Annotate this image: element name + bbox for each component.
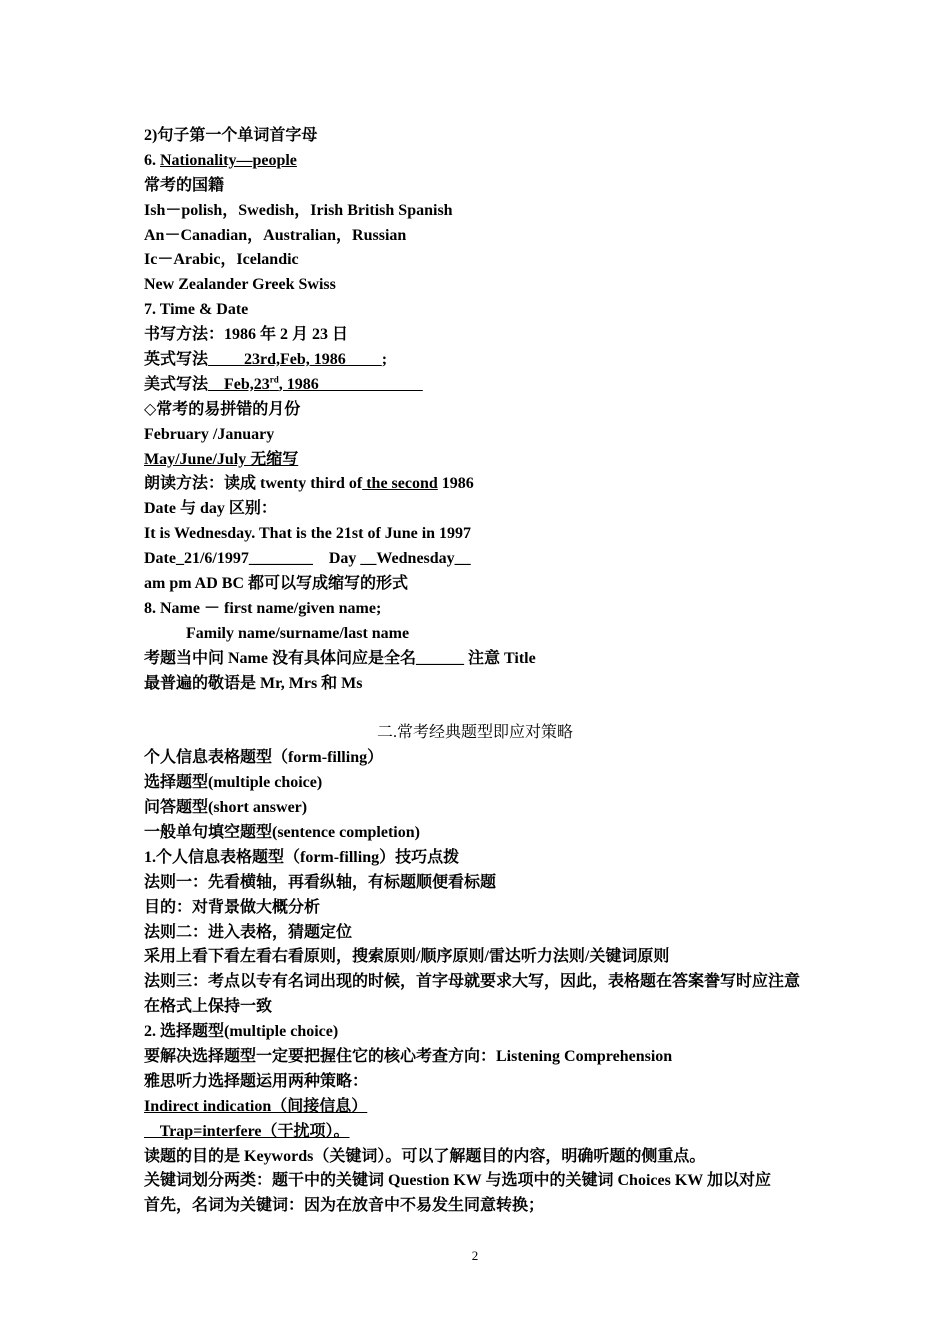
british-date-line — [144, 348, 814, 373]
line-text: Feb,23 — [208, 375, 270, 393]
line-text: ; — [381, 351, 388, 369]
text-line: Ic－Arabic，Icelandic — [144, 251, 299, 269]
text-line: 法则一：先看横轴，再看纵轴，有标题顺便看标题 — [144, 873, 497, 891]
line-text: 美式写法 — [144, 375, 209, 393]
text-line: 个人信息表格题型（form-filling） — [144, 749, 384, 767]
text-line: Ish－polish，Swedish，Irish British Spanish — [144, 201, 453, 219]
text-line: 雅思听力选择题运用两种策略： — [144, 1072, 369, 1090]
text-line: 在格式上保持一致 — [144, 998, 273, 1016]
text-line: An－Canadian，Australian，Russian — [144, 226, 407, 244]
text-line: 选择题型(multiple choice) — [144, 774, 323, 792]
text-line: 一般单句填空题型(sentence completion) — [144, 823, 420, 841]
text-line: 书写方法：1986 年 2 月 23 日 — [144, 326, 349, 344]
text-line: 2. 选择题型(multiple choice) — [144, 1023, 339, 1041]
line-text: 6. — [144, 151, 160, 169]
text-line: 问答题型(short answer) — [144, 799, 308, 817]
text-line: 考题当中问 Name 没有具体问应是全名______ 注意 Title — [144, 649, 536, 667]
text-line: 常考的国籍 — [144, 176, 225, 194]
text-line: Date_21/6/1997________ Day __Wednesday__ — [144, 550, 471, 568]
text-line: It is Wednesday. That is the 21st of June in 1997 — [144, 525, 472, 543]
text-line: 首先，名词为关键词：因为在放音中不易发生同意转换； — [144, 1197, 545, 1215]
page-number: 2 — [471, 1248, 479, 1263]
text-line: Family name/surname/last name — [186, 624, 410, 642]
heading-name: 8. Name － first name/given name; — [144, 599, 382, 617]
text-line: 1.个人信息表格题型（form-filling）技巧点拨 — [144, 848, 460, 866]
heading-nationality — [144, 149, 814, 174]
underlined-text: the second — [362, 475, 438, 493]
underlined-line: May/June/July 无缩写 — [144, 450, 299, 468]
line-text: 2)句子第一个单词首字母 — [144, 127, 318, 144]
line-text: 1986 — [437, 475, 474, 493]
underlined-line: Trap=interfere（干扰项）。 — [144, 1122, 350, 1140]
superscript: rd — [269, 374, 279, 385]
american-date-line — [144, 373, 814, 398]
section-heading: 二.常考经典题型即应对策略 — [376, 724, 573, 742]
underlined-text: Nationality—people — [160, 151, 297, 169]
text-line: ◇常考的易拼错的月份 — [144, 400, 301, 418]
line-text: 英式写法 — [144, 351, 209, 369]
line-text: 朗读方法：读成 twenty third of — [144, 475, 363, 493]
text-line: Date 与 day 区别： — [144, 500, 277, 518]
text-line: 读题的目的是 Keywords（关键词）。可以了解题目的内容，明确听题的侧重点。 — [144, 1147, 706, 1165]
text-line: 采用上看下看左看右看原则，搜索原则/顺序原则/雷达听力法则/关键词原则 — [144, 948, 670, 966]
heading-time-date: 7. Time & Date — [144, 301, 249, 319]
spacer — [144, 696, 814, 721]
text-line: February /January — [144, 425, 275, 443]
text-line: New Zealander Greek Swiss — [144, 276, 336, 294]
page-content — [144, 124, 814, 1219]
text-line: 法则二：进入表格，猜题定位 — [144, 923, 353, 941]
text-line: am pm AD BC 都可以写成缩写的形式 — [144, 575, 409, 593]
underlined-text: 23rd,Feb, 1986 — [208, 351, 382, 369]
text-line: 目的：对背景做大概分析 — [144, 898, 321, 916]
text-line: 关键词划分两类：题干中的关键词 Question KW 与选项中的关键词 Choices KW 加以对应 — [144, 1172, 771, 1190]
text-line: 法则三：考点以专有名词出现的时候，首字母就要求大写，因此，表格题在答案誊写时应注意 — [144, 973, 801, 991]
text-line: 要解决选择题型一定要把握住它的核心考查方向：Listening Comprehension — [144, 1047, 673, 1065]
underlined-line: Indirect indication（间接信息） — [144, 1097, 368, 1115]
underlined-text — [208, 376, 423, 393]
line-text: , 1986 — [278, 375, 423, 393]
text-line — [144, 124, 814, 149]
text-line — [144, 472, 814, 497]
text-line: 最普遍的敬语是 Mr, Mrs 和 Ms — [144, 674, 363, 692]
